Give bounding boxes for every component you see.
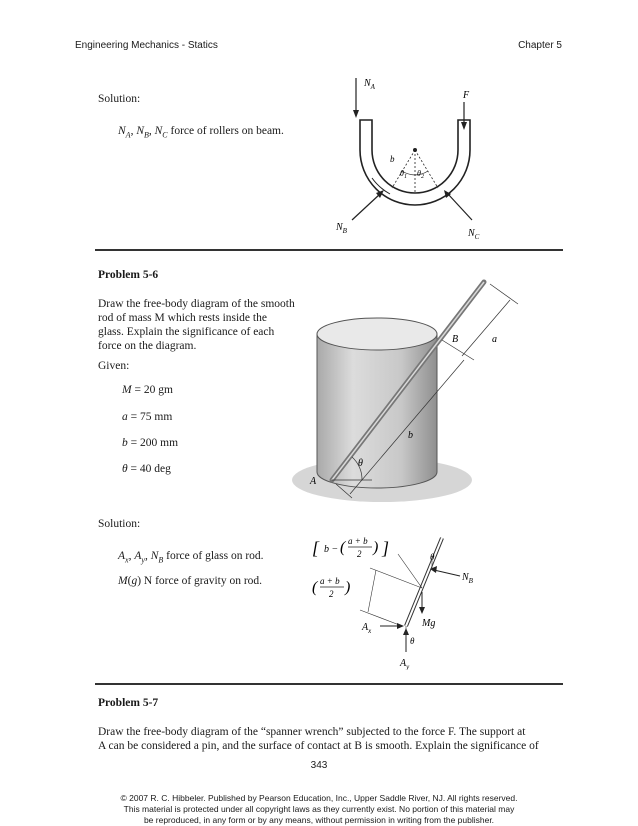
solution-label-1: Solution: xyxy=(98,93,141,105)
footer-line-2: This material is protected under all copyright laws as they currently exist. No portion of this material may xyxy=(123,804,515,814)
forces-symbols-glass: $A_x$, $A_y$, $N_B$ xyxy=(118,550,164,565)
glass-label-theta: θ xyxy=(358,458,363,469)
forces-desc-glass: force of glass on rod. xyxy=(166,550,264,562)
glass-label-b: b xyxy=(408,430,413,441)
svg-text:): ) xyxy=(345,579,351,596)
svg-text:(: ( xyxy=(312,579,318,596)
p7-line-2: A can be considered a pin, and the surface of contact at B is smooth. Explain the significance of xyxy=(98,740,539,752)
glass-label-B: B xyxy=(452,334,459,345)
bracket-left: [ xyxy=(312,538,320,558)
solution-label-2: Solution: xyxy=(98,518,141,530)
header-title: Engineering Mechanics - Statics xyxy=(75,40,218,51)
glass-body xyxy=(317,334,437,488)
given-row-m: M = 20 gm xyxy=(122,384,173,396)
page-number: 343 xyxy=(310,760,328,771)
problem-5-7-statement xyxy=(98,725,568,753)
p7-line-1: Draw the free-body diagram of the “spanner wrench” subjected to the force F. The support at xyxy=(98,726,526,738)
statement-line-3: glass. Explain the significance of each xyxy=(98,326,275,338)
label-nc: $N_C$ xyxy=(468,228,480,240)
forces-desc-gravity: force of gravity on rod. xyxy=(155,575,263,587)
nb-arrow xyxy=(352,194,380,220)
fbd-label-mg: Mg xyxy=(422,618,436,629)
given-row-theta: θ = 40 deg xyxy=(122,463,171,475)
divider-1 xyxy=(95,249,563,251)
glass-rim xyxy=(317,318,437,350)
given-row-a: a = 75 mm xyxy=(122,411,173,423)
svg-text:(: ( xyxy=(340,539,346,556)
label-theta1: $\theta_1$ xyxy=(400,169,407,180)
u-beam-figure xyxy=(320,70,520,240)
bracket-frac-num: a + b xyxy=(348,536,368,546)
fbd-label-ay: $A_y$ xyxy=(400,658,410,670)
forces-line-gravity xyxy=(118,574,262,588)
forces-line-rollers xyxy=(118,124,284,142)
label-b: b xyxy=(390,154,395,164)
footer-copyright xyxy=(60,793,578,826)
header-chapter: Chapter 5 xyxy=(518,40,562,51)
problem-5-6-statement xyxy=(98,297,308,353)
bracket-frac-den: 2 xyxy=(357,549,362,559)
fbd-label-nb: $N_B$ xyxy=(462,572,473,585)
statement-line-1: Draw the free-body diagram of the smooth xyxy=(98,298,295,310)
divider-2 xyxy=(95,683,563,685)
statement-line-4: force on the diagram. xyxy=(98,340,197,352)
label-f: F xyxy=(463,90,470,101)
problem-5-7-title: Problem 5-7 xyxy=(98,697,159,709)
given-label: Given: xyxy=(98,360,130,372)
bracket-b: b − xyxy=(324,544,339,555)
fbd-nb-arrow xyxy=(434,570,460,576)
ab2-num: a + b xyxy=(320,576,340,586)
forces-symbols-gravity: M(g) N xyxy=(118,575,153,587)
problem-5-6-title: Problem 5-6 xyxy=(98,269,159,281)
forces-symbols-rollers: $N_A$, $N_B$, $N_C$ xyxy=(118,125,168,140)
forces-desc-rollers: force of rollers on beam. xyxy=(170,125,284,137)
label-na: $N_A$ xyxy=(364,78,375,91)
fbd-theta-bottom: θ xyxy=(410,636,415,646)
statement-line-2: rod of mass M which rests inside the xyxy=(98,312,267,324)
glass-rod-figure xyxy=(292,272,532,510)
glass-label-A: A xyxy=(310,476,317,487)
footer-line-1: © 2007 R. C. Hibbeler. Published by Pearson Education, Inc., Upper Saddle River, NJ. All rights reserved. xyxy=(120,793,518,803)
ab2-den: 2 xyxy=(329,589,334,599)
svg-text:): ) xyxy=(373,539,379,556)
nc-arrow xyxy=(448,194,472,220)
forces-line-glass xyxy=(118,549,264,567)
fbd-theta-top: θ xyxy=(430,552,435,562)
label-theta2: $\theta_2$ xyxy=(417,169,424,180)
rod-fbd-figure xyxy=(310,530,490,670)
label-nb: $N_B$ xyxy=(336,222,347,235)
bracket-right: ] xyxy=(382,538,390,558)
glass-label-a: a xyxy=(492,334,497,345)
footer-line-3: be reproduced, in any form or by any means, without permission in writing from the publisher. xyxy=(143,815,495,825)
given-row-b: b = 200 mm xyxy=(122,437,179,449)
fbd-label-ax: $A_x$ xyxy=(362,622,372,635)
